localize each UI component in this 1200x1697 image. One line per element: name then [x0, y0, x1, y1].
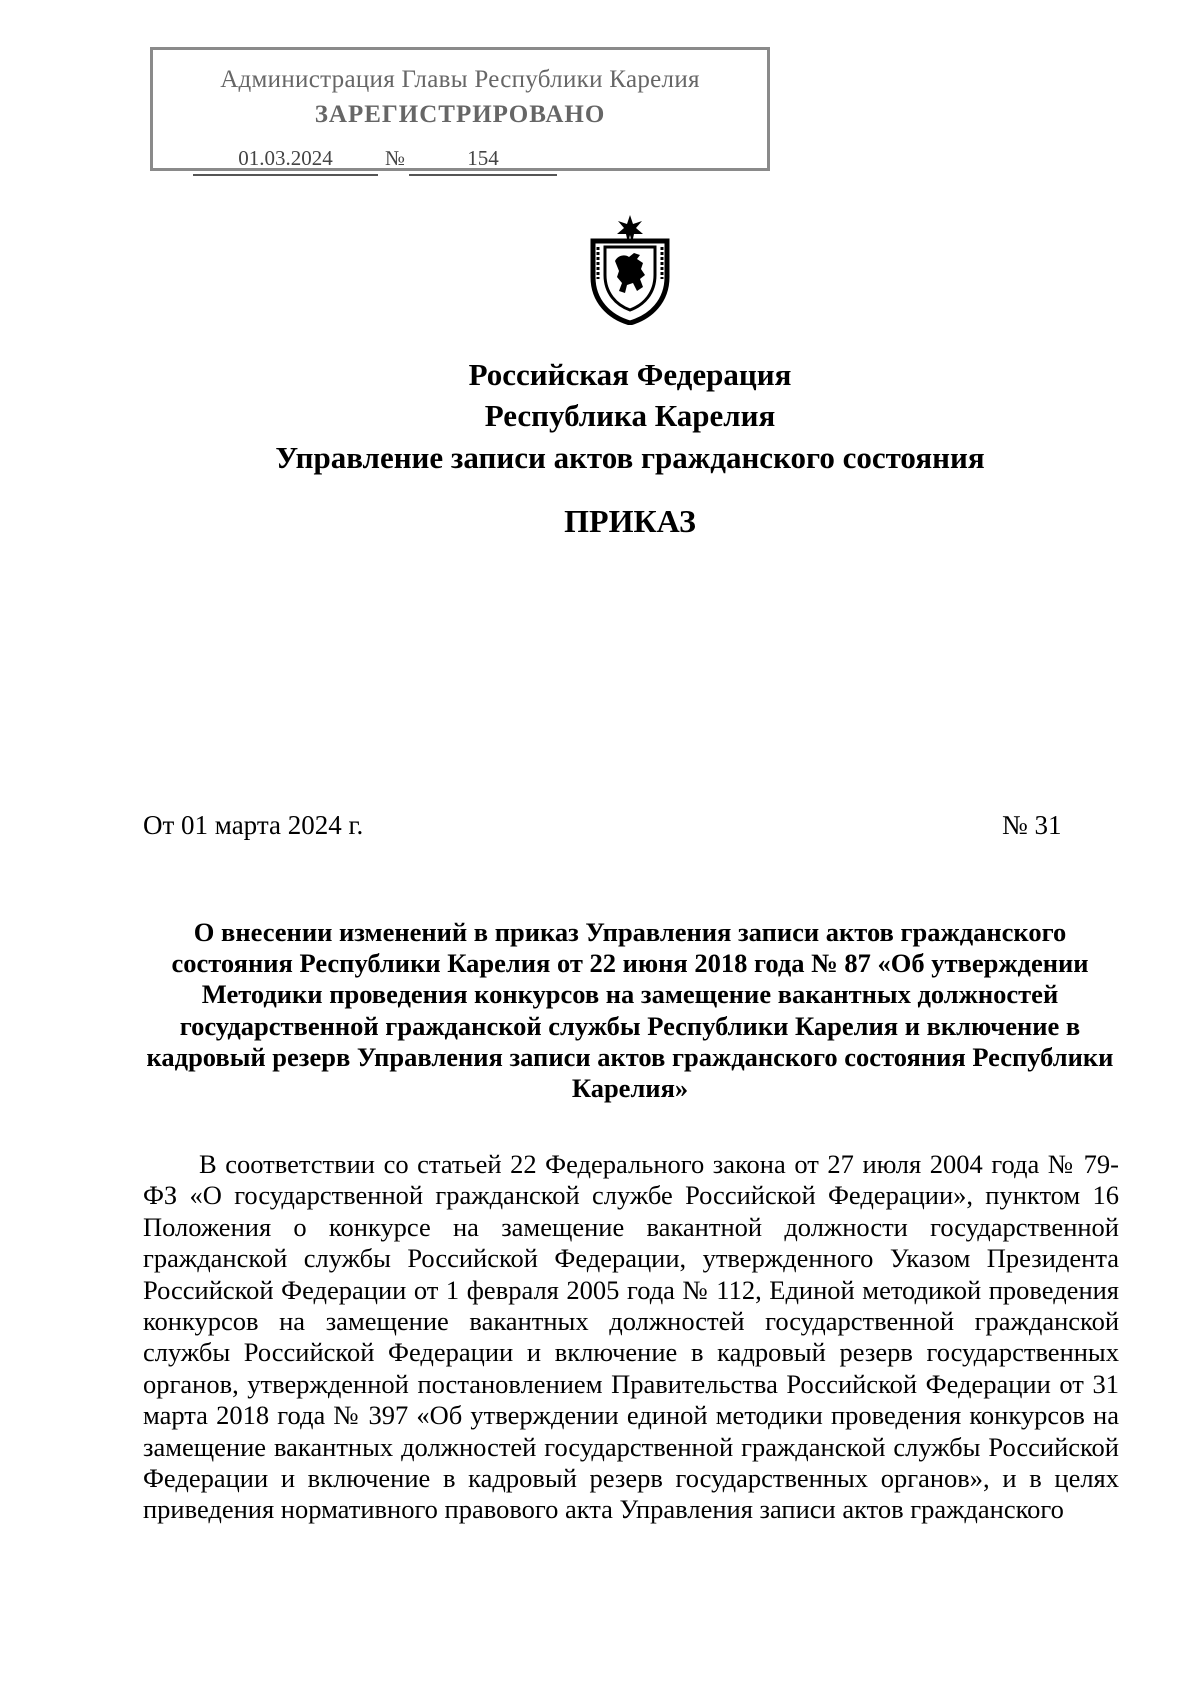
stamp-status: ЗАРЕГИСТРИРОВАНО [314, 101, 606, 128]
header-country: Российская Федерация [468, 357, 792, 392]
registration-stamp [150, 47, 770, 171]
document-type: ПРИКАЗ [564, 503, 696, 539]
header-agency: Управление записи актов гражданского состояния [275, 440, 985, 475]
stamp-date: 01.03.2024 [193, 146, 378, 176]
header-region: Республика Карелия [484, 398, 776, 433]
order-body-paragraph: В соответствии со статьей 22 Федерального закона от 27 июля 2004 года № 79-ФЗ «О государственной гражданской службе Российской Федерации», пунктом 16 Положения о конкурсе на замещение вакантной должности государственной гражданской службы Российской Федерации, утвержденного Указом Президента Российской Федерации от 1 февраля 2005 года № 112, Единой методикой проведения конкурсов на замещение вакантных должностей государственной гражданской службы Российской Федерации и включение в кадровый резерв государственных органов, утвержденной постановлением Правительства Российской Федерации от 31 марта 2018 года № 397 «Об утверждении единой методики проведения конкурсов на замещение вакантных должностей государственной гражданской службы Российской Федерации и включение в кадровый резерв государственных органов», и в целях приведения нормативного правового акта Управления записи актов гражданского [143, 1149, 1119, 1525]
coat-of-arms-karelia-icon [585, 213, 675, 325]
stamp-organization: Администрация Главы Республики Карелия [220, 66, 700, 93]
order-number: № 31 [1002, 810, 1062, 840]
stamp-number-label: № [384, 146, 406, 170]
order-date: От 01 марта 2024 г. [143, 810, 364, 840]
stamp-number: 154 [409, 146, 557, 176]
order-title: О внесении изменений в приказ Управления записи актов гражданского состояния Республики Карелия от 22 июня 2018 года № 87 «Об утверждении Методики проведения конкурсов на замещение вакантных должностей государственной гражданской службы Республики Карелия и включение в кадровый резерв Управления записи актов гражданского состояния Республики Карелия» [146, 917, 1114, 1104]
